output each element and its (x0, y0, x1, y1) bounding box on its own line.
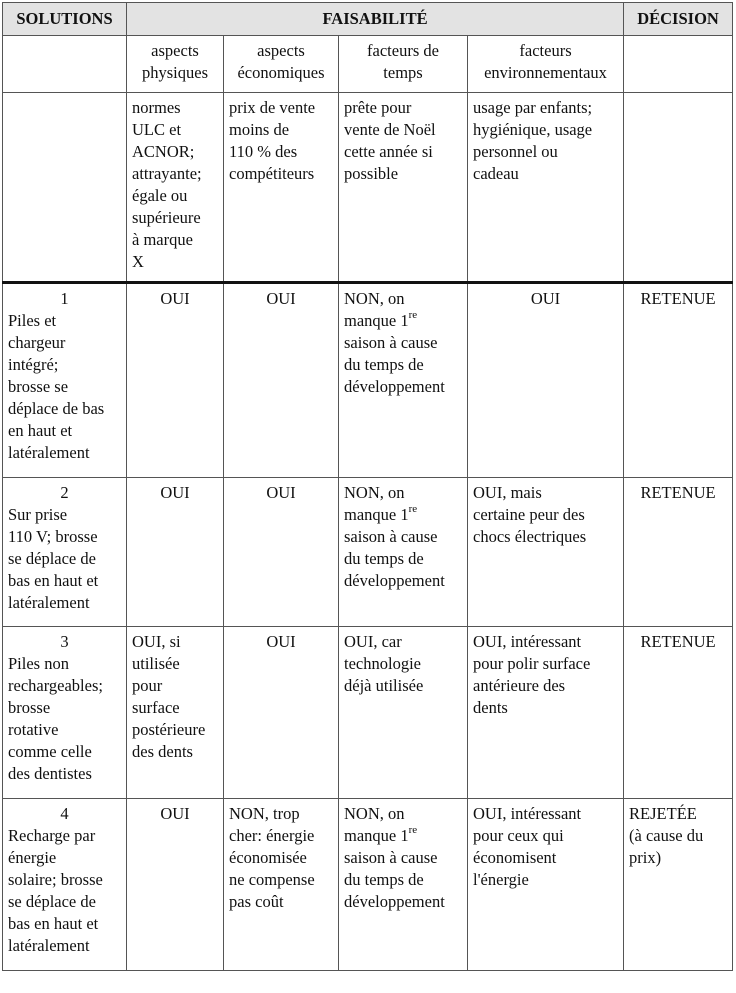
solution-number: 2 (60, 483, 69, 502)
temps-superscript: re (408, 502, 418, 515)
temps-text: NON, on manque 1 (344, 289, 409, 330)
table-row (3, 283, 733, 478)
header-row (3, 3, 733, 36)
economique-cell: OUI (224, 283, 339, 478)
solution-description: Piles non rechargeables; brosse rotative comme celle des dentistes (8, 654, 103, 783)
environnement-cell: OUI, intéressant pour polir surface antérieure des dents (468, 627, 624, 799)
header-solutions: SOLUTIONS (3, 3, 127, 36)
environnement-cell: OUI, mais certaine peur des chocs électriques (468, 478, 624, 627)
solution-number: 3 (60, 632, 69, 651)
table-row (3, 478, 733, 627)
temps-cell: OUI, car technologie déjà utilisée (339, 627, 468, 799)
criteria-economique: prix de vente moins de 110 % des compétiteurs (224, 93, 339, 283)
temps-cell (339, 283, 468, 478)
table-row (3, 799, 733, 971)
criteria-environnement: usage par enfants; hygiénique, usage personnel ou cadeau (468, 93, 624, 283)
temps-text-cont: saison à cause du temps de développement (344, 527, 445, 590)
criteria-physique: normes ULC et ACNOR; attrayante; égale ou supérieure à marque X (127, 93, 224, 283)
decision-cell: RETENUE (624, 627, 733, 799)
subheader-empty (3, 36, 127, 93)
physique-cell: OUI (127, 283, 224, 478)
solution-cell (3, 799, 127, 971)
physique-cell: OUI (127, 478, 224, 627)
criteria-row (3, 93, 733, 283)
header-faisabilite: FAISABILITÉ (127, 3, 624, 36)
economique-cell: OUI (224, 627, 339, 799)
subheader-economique: aspects économiques (224, 36, 339, 93)
criteria-decision-empty (624, 93, 733, 283)
decision-cell: RETENUE (624, 283, 733, 478)
solution-number: 1 (60, 289, 69, 308)
environnement-cell: OUI, intéressant pour ceux qui économisent l'énergie (468, 799, 624, 971)
criteria-temps: prête pour vente de Noël cette année si possible (339, 93, 468, 283)
solution-description: Recharge par énergie solaire; brosse se déplace de bas en haut et latéralement (8, 826, 103, 955)
subheader-row (3, 36, 733, 93)
subheader-temps: facteurs de temps (339, 36, 468, 93)
temps-text: NON, on manque 1 (344, 804, 409, 845)
physique-cell: OUI (127, 799, 224, 971)
temps-text: NON, on manque 1 (344, 483, 409, 524)
temps-text-cont: saison à cause du temps de développement (344, 848, 445, 911)
criteria-empty (3, 93, 127, 283)
temps-superscript: re (408, 308, 418, 321)
solution-number: 4 (60, 804, 69, 823)
decision-cell: RETENUE (624, 478, 733, 627)
temps-cell (339, 478, 468, 627)
feasibility-table (2, 2, 733, 971)
decision-cell: REJETÉE (à cause du prix) (624, 799, 733, 971)
solution-description: Piles et chargeur intégré; brosse se déplace de bas en haut et latéralement (8, 311, 105, 462)
solution-cell (3, 283, 127, 478)
environnement-cell: OUI (468, 283, 624, 478)
header-decision: DÉCISION (624, 3, 733, 36)
economique-cell: NON, trop cher: énergie économisée ne compense pas coût (224, 799, 339, 971)
subheader-decision-empty (624, 36, 733, 93)
temps-superscript: re (408, 823, 418, 836)
solution-description: Sur prise 110 V; brosse se déplace de bas en haut et latéralement (8, 505, 99, 612)
economique-cell: OUI (224, 478, 339, 627)
temps-cell (339, 799, 468, 971)
table-row (3, 627, 733, 799)
subheader-environnement: facteurs environnementaux (468, 36, 624, 93)
temps-text-cont: saison à cause du temps de développement (344, 333, 445, 396)
solution-cell (3, 478, 127, 627)
subheader-physique: aspects physiques (127, 36, 224, 93)
physique-cell: OUI, si utilisée pour surface postérieure des dents (127, 627, 224, 799)
solution-cell (3, 627, 127, 799)
